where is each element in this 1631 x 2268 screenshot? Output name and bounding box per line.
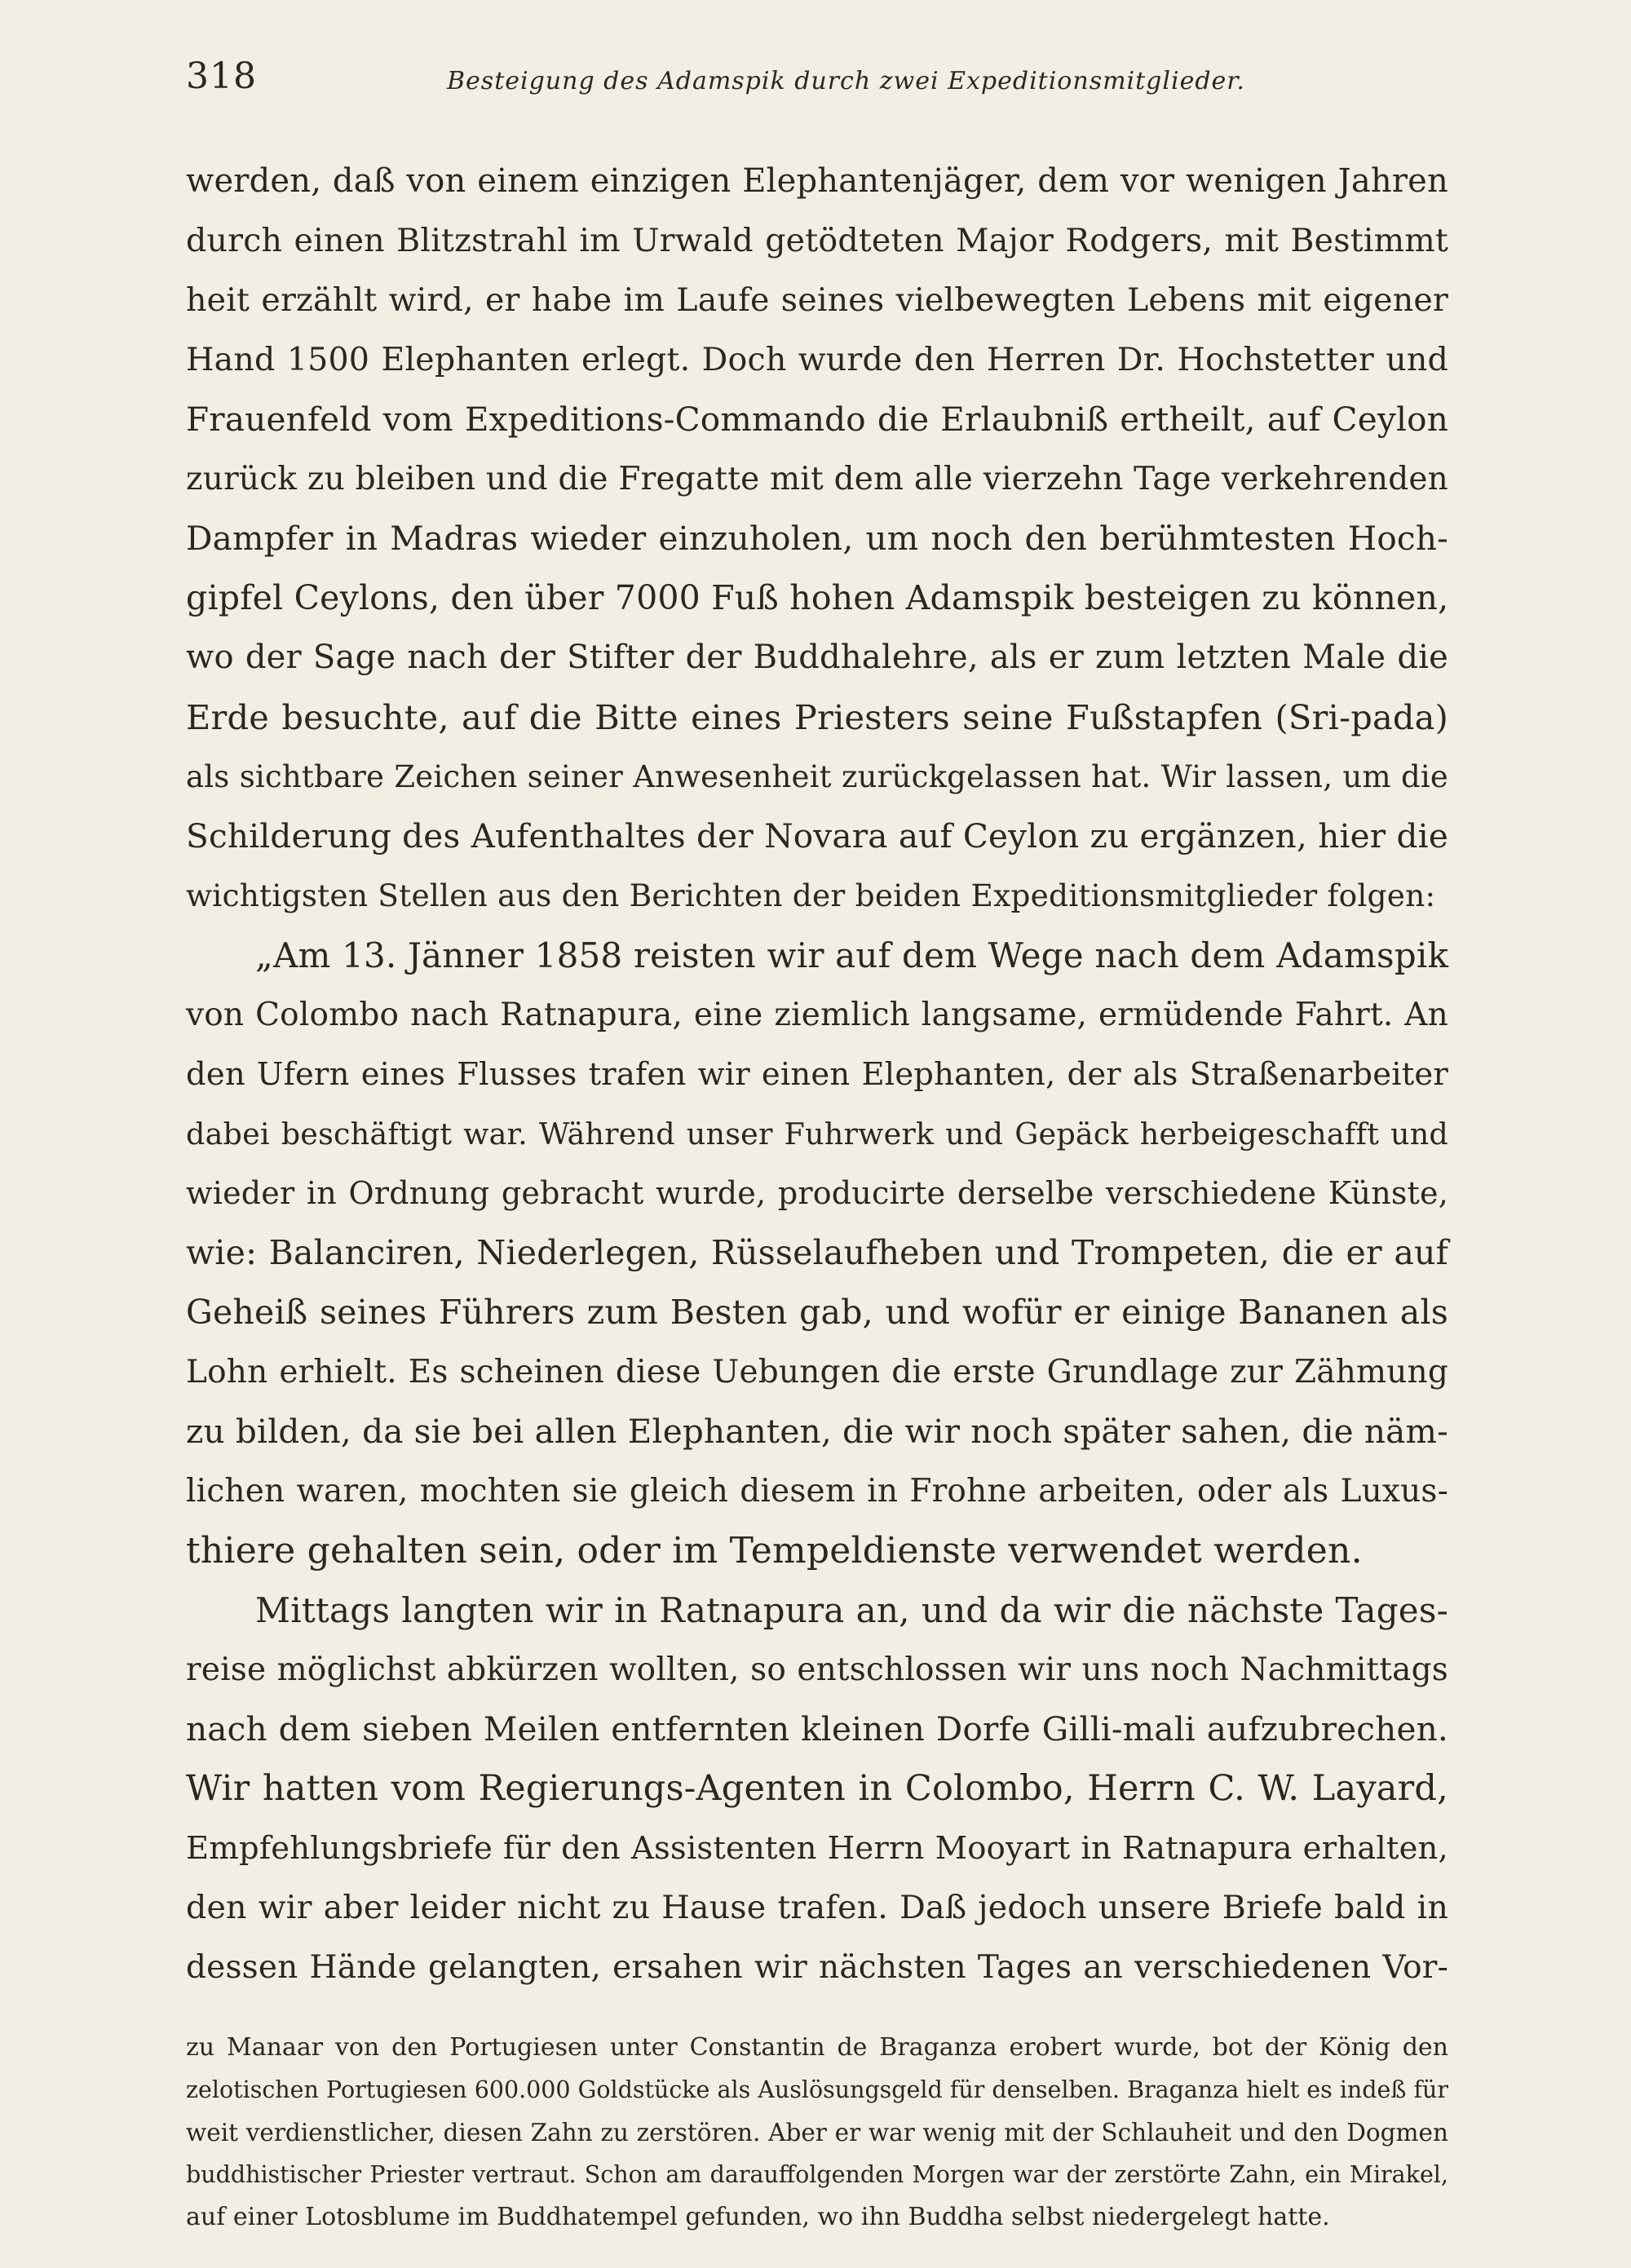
- text-line: durch einen Blitzstrahl im Urwald getödteten Major Rodgers, mit Bestimmt: [186, 222, 1448, 259]
- footnote-line: zu Manaar von den Portugiesen unter Constantin de Braganza erobert wurde, bot der König den: [186, 2033, 1448, 2062]
- page-header: [186, 55, 1450, 104]
- text-line: heit erzählt wird, er habe im Laufe seines vielbewegten Lebens mit eigener: [186, 281, 1448, 319]
- footnote: [186, 2027, 1448, 2239]
- text-line: Frauenfeld vom Expeditions-Commando die Erlaubniß ertheilt, auf Ceylon: [186, 400, 1448, 439]
- text-line: zurück zu bleiben und die Fregatte mit dem alle vierzehn Tage verkehrenden: [186, 461, 1448, 497]
- running-head: Besteigung des Adamspik durch zwei Expeditionsmitglieder.: [447, 67, 1245, 95]
- text-line: Geheiß seines Führers zum Besten gab, und wofür er einige Bananen als: [186, 1293, 1448, 1332]
- text-line: dessen Hände gelangten, ersahen wir nächsten Tages an verschiedenen Vor-: [186, 1949, 1448, 1986]
- text-line: thiere gehalten sein, oder im Tempeldienste verwendet werden.: [186, 1530, 1363, 1572]
- text-line: Hand 1500 Elephanten erlegt. Doch wurde den Herren Dr. Hochstetter und: [186, 341, 1448, 378]
- text-line: den Ufern eines Flusses trafen wir einen Elephanten, der als Straßenarbeiter: [186, 1056, 1448, 1093]
- footnote-line: zelotischen Portugiesen 600.000 Goldstücke als Auslösungsgeld für denselben. Braganza hielt es indeß für: [186, 2076, 1449, 2103]
- text-line: lichen waren, mochten sie gleich diesem in Frohne arbeiten, oder als Luxus-: [186, 1473, 1448, 1510]
- text-line: nach dem sieben Meilen entfernten kleinen Dorfe Gilli-mali aufzubrechen.: [186, 1709, 1448, 1749]
- footnote-line: weit verdienstlicher, diesen Zahn zu zerstören. Aber er war wenig mit der Schlauheit und den Dogmen: [186, 2119, 1448, 2146]
- text-line: wieder in Ordnung gebracht wurde, producirte derselbe verschiedene Künste,: [186, 1175, 1448, 1211]
- text-line: den wir aber leider nicht zu Hause trafen. Daß jedoch unsere Briefe bald in: [186, 1889, 1448, 1926]
- text-line: Lohn erhielt. Es scheinen diese Uebungen die erste Grundlage zur Zähmung: [186, 1354, 1448, 1390]
- footnote-line: auf einer Lotosblume im Buddhatempel gefunden, wo ihn Buddha selbst niedergelegt hatte.: [186, 2203, 1330, 2231]
- page-number: 318: [186, 55, 257, 97]
- text-line: zu bilden, da sie bei allen Elephanten, die wir noch später sahen, die näm-: [186, 1412, 1448, 1451]
- text-line: Schilderung des Aufenthaltes der Novara auf Ceylon zu ergänzen, hier die: [186, 816, 1448, 855]
- text-line: Erde besuchte, auf die Bitte eines Priesters seine Fußstapfen (Sri-pada): [186, 697, 1448, 737]
- text-line: Mittags langten wir in Ratnapura an, und da wir die nächste Tages-: [255, 1590, 1448, 1630]
- body-text: [186, 152, 1448, 1997]
- text-line: wie: Balanciren, Niederlegen, Rüsselaufheben und Trompeten, die er auf: [186, 1233, 1448, 1272]
- footnote-line: buddhistischer Priester vertraut. Schon am darauffolgenden Morgen war der zerstörte Zahn, ein Mirakel,: [186, 2161, 1448, 2188]
- text-line: dabei beschäftigt war. Während unser Fuhrwerk und Gepäck herbeigeschafft und: [186, 1116, 1448, 1152]
- text-line: reise möglichst abkürzen wollten, so entschlossen wir uns noch Nachmittags: [186, 1651, 1448, 1688]
- text-line: Wir hatten vom Regierungs-Agenten in Colombo, Herrn C. W. Layard,: [186, 1768, 1448, 1809]
- text-line: wichtigsten Stellen aus den Berichten der beiden Expeditionsmitglieder folgen:: [186, 878, 1436, 913]
- text-line: werden, daß von einem einzigen Elephantenjäger, dem vor wenigen Jahren: [186, 162, 1448, 200]
- text-line: als sichtbare Zeichen seiner Anwesenheit zurückgelassen hat. Wir lassen, um die: [186, 759, 1448, 794]
- text-line: „Am 13. Jänner 1858 reisten wir auf dem Wege nach dem Adamspik: [255, 935, 1449, 975]
- text-line: gipfel Ceylons, den über 7000 Fuß hohen Adamspik besteigen zu können,: [186, 578, 1449, 617]
- text-line: wo der Sage nach der Stifter der Buddhalehre, als er zum letzten Male die: [186, 639, 1448, 676]
- text-line: Dampfer in Madras wieder einzuholen, um noch den berühmtesten Hoch-: [186, 519, 1448, 558]
- text-line: von Colombo nach Ratnapura, eine ziemlich langsame, ermüdende Fahrt. An: [186, 997, 1448, 1033]
- text-line: Empfehlungsbriefe für den Assistenten Herrn Mooyart in Ratnapura erhalten,: [186, 1830, 1448, 1867]
